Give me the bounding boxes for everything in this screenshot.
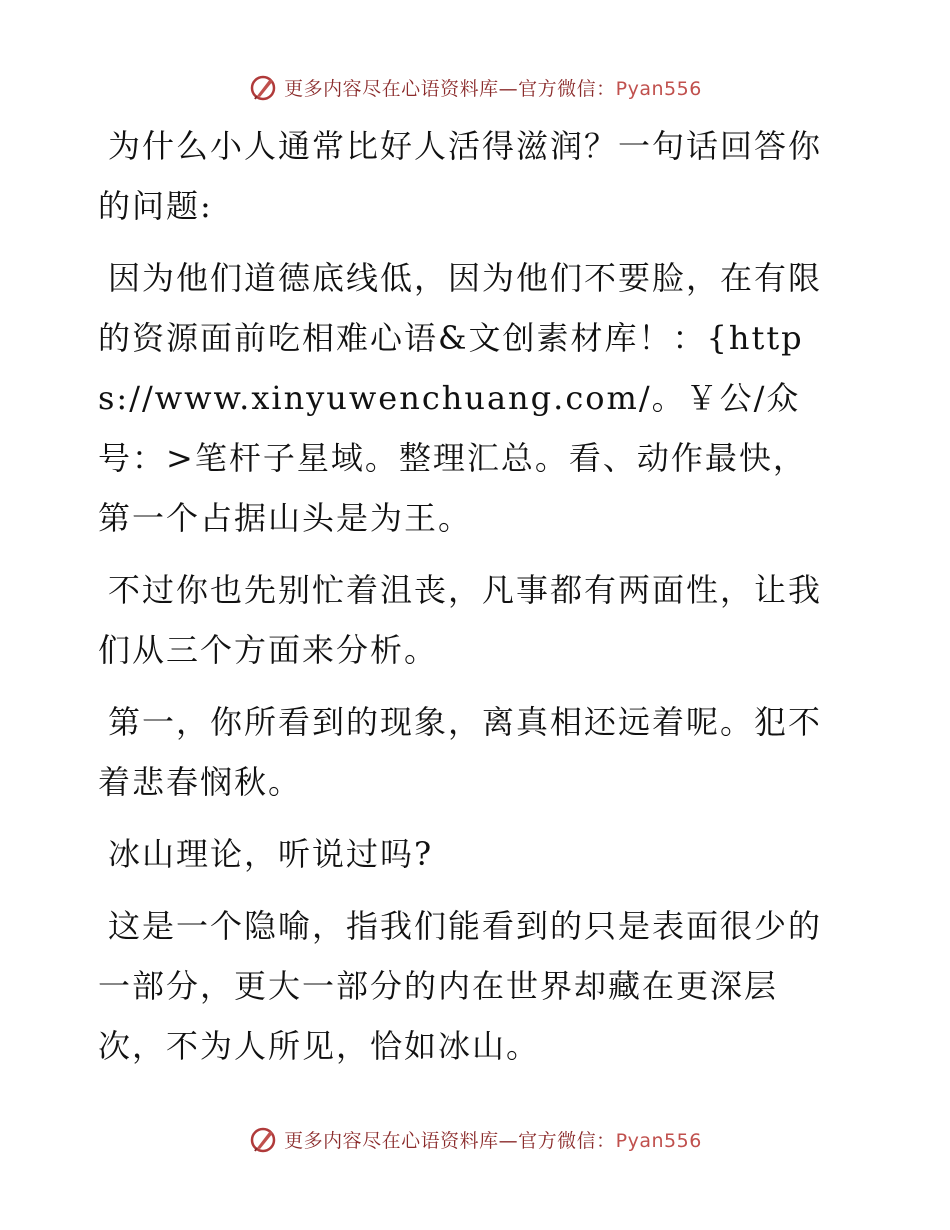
article-body [98, 116, 838, 1088]
paragraph-3: 不过你也先别忙着沮丧，凡事都有两面性，让我们从三个方面来分析。 [98, 571, 823, 669]
paragraph-6: 这是一个隐喻，指我们能看到的只是表面很少的一部分，更大一部分的内在世界却藏在更深层次，不为人所见，恰如冰山。 [98, 907, 823, 1065]
watermark-handle: Pyan556 [615, 1129, 702, 1152]
watermark-handle: Pyan556 [615, 77, 702, 100]
watermark-text [284, 1126, 702, 1153]
quill-pen-logo-icon [248, 72, 278, 102]
paragraph-2: 因为他们道德底线低，因为他们不要脸，在有限的资源面前吃相难心语&文创素材库！：{https://www.xinyuwenchuang.com/。￥公/众号：>笔杆子星域。整理汇总。看、动作最快，第一个占据山头是为王。 [98, 259, 823, 537]
footer-watermark [0, 1124, 950, 1154]
paragraph-4: 第一，你所看到的现象，离真相还远着呢。犯不着悲春悯秋。 [98, 703, 823, 801]
paragraph-5: 冰山理论，听说过吗? [108, 835, 434, 873]
paragraph-1: 为什么小人通常比好人活得滋润？一句话回答你的问题: [98, 127, 823, 225]
watermark-prefix: 更多内容尽在心语资料库—官方微信： [284, 1129, 616, 1152]
header-watermark [0, 72, 950, 102]
watermark-prefix: 更多内容尽在心语资料库—官方微信： [284, 77, 616, 100]
watermark-text [284, 74, 702, 101]
quill-pen-logo-icon [248, 1124, 278, 1154]
